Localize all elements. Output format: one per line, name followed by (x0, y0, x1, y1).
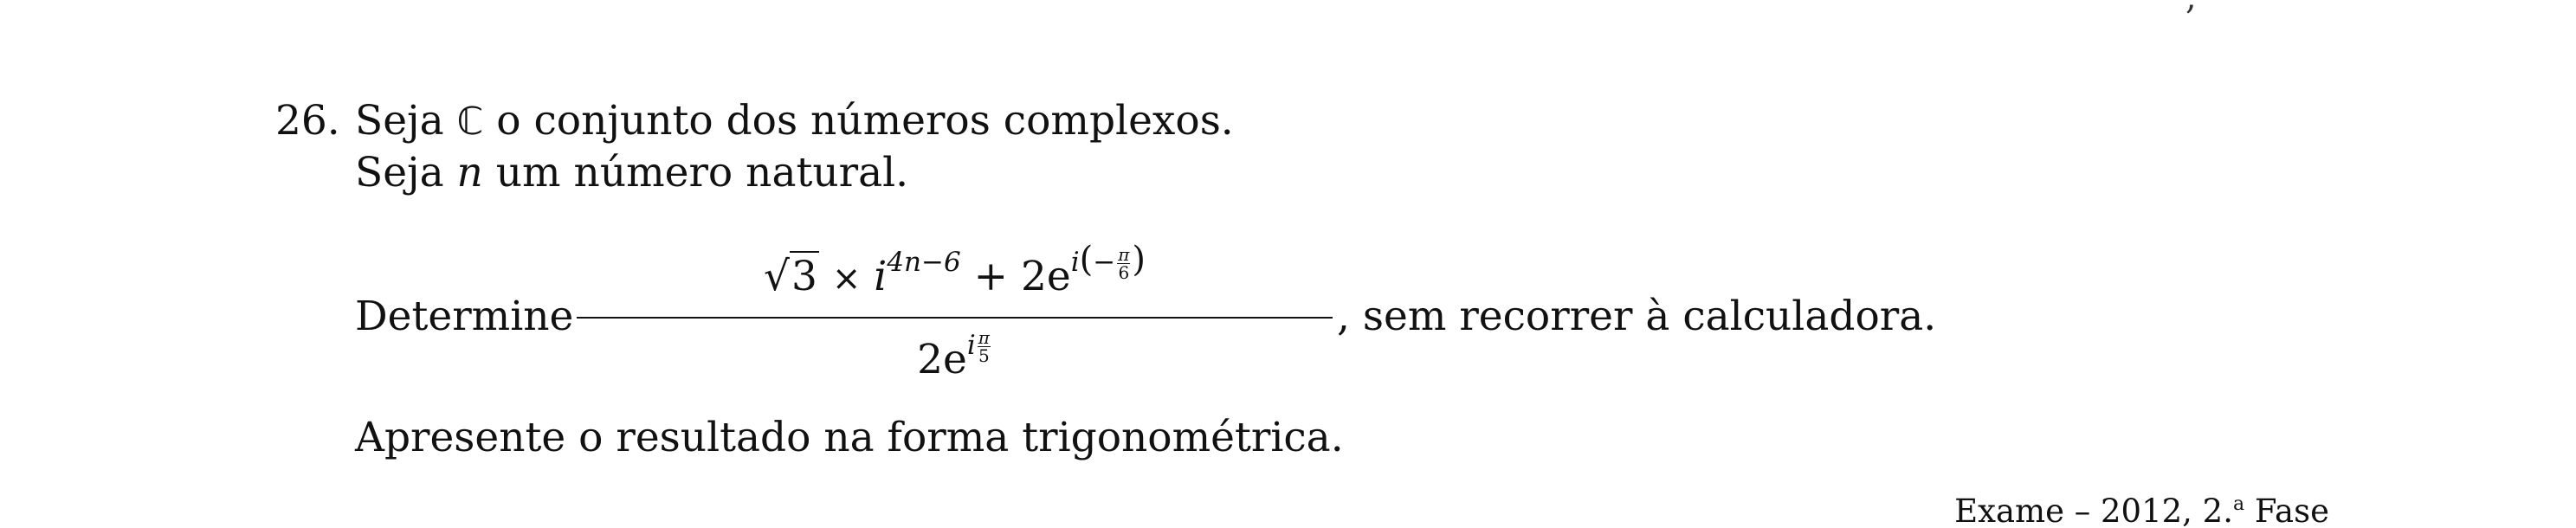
question-line-4: Apresente o resultado na forma trigonométrica. (355, 414, 1344, 461)
left-paren: ( (1079, 240, 1094, 280)
times-operator: × (831, 259, 862, 299)
pi-numerator-2: π (978, 327, 990, 348)
complex-set-symbol: ℂ (456, 100, 484, 144)
sqrt-radicand: 3 (791, 253, 817, 300)
source-phase: Fase (2244, 493, 2329, 528)
question-line-1 (355, 97, 1234, 145)
five-denominator: 5 (978, 345, 990, 366)
question-number: 26. (275, 97, 340, 145)
pi-numerator-1: π (1118, 244, 1130, 265)
den-imaginary-unit: i (966, 330, 976, 361)
exam-source (1954, 495, 2329, 527)
exponential-exponent (1070, 240, 1146, 283)
after-formula-text: , sem recorrer à calculadora. (1337, 293, 1937, 340)
six-denominator: 6 (1118, 262, 1130, 283)
fraction-denominator (571, 327, 1338, 383)
top-edge-mark (2185, 0, 2197, 17)
natural-variable: n (456, 149, 483, 196)
minus-sign: − (1093, 247, 1116, 278)
pi-over-five (978, 329, 991, 364)
plus-2e-term: + 2e (973, 253, 1071, 300)
question-line-2 (355, 149, 909, 196)
sqrt-sign: √ (764, 253, 790, 300)
complex-fraction (571, 235, 1338, 383)
den-2e: 2e (917, 336, 967, 383)
source-superscript: a (2233, 493, 2245, 515)
fraction-numerator (571, 240, 1338, 300)
determine-word: Determine (355, 293, 574, 340)
line2-suffix: um número natural. (482, 149, 909, 196)
line1-suffix: o conjunto dos números complexos. (483, 97, 1234, 145)
source-label: Exame – 2012, 2. (1954, 493, 2233, 528)
den-exponent (966, 327, 992, 366)
line1-prefix: Seja (355, 97, 457, 145)
i-exponent: 4n−6 (887, 247, 961, 278)
exp-imaginary-unit: i (1070, 247, 1080, 278)
pi-over-six (1117, 246, 1130, 281)
fraction-bar (577, 317, 1333, 319)
right-paren: ) (1132, 240, 1146, 280)
line2-prefix: Seja (355, 149, 457, 196)
determine-formula-row (355, 235, 1937, 383)
imaginary-unit: i (874, 253, 888, 300)
sqrt-three (764, 253, 819, 300)
